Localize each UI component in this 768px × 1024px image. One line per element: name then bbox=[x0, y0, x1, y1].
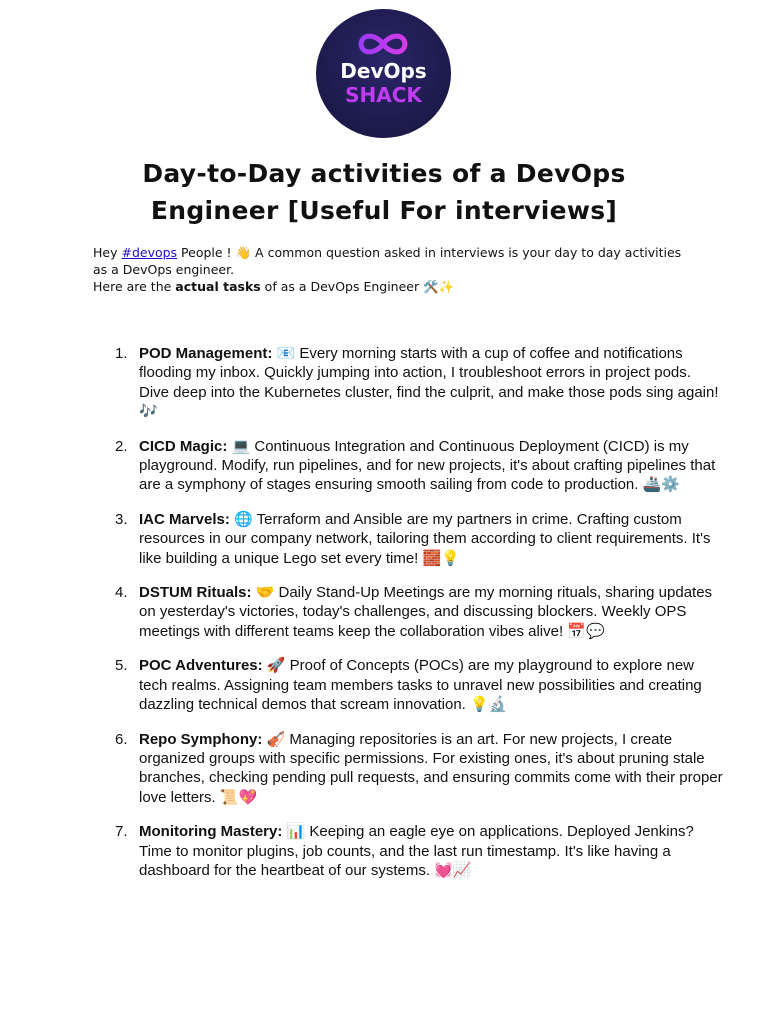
task-number: 1. bbox=[115, 345, 128, 362]
logo-text-shack: SHACK bbox=[345, 83, 422, 107]
task-item bbox=[115, 437, 725, 495]
devops-shack-logo bbox=[316, 9, 451, 138]
task-text: 💻 Continuous Integration and Continuous Deployment (CICD) is my playground. Modify, run pipelines, and for new projects, it's about crafting pipelines that are a symphony of stages ensuring smooth sailing from code to production. 🚢⚙️ bbox=[139, 437, 716, 494]
task-heading: Monitoring Mastery: bbox=[139, 823, 283, 841]
task-number: 3. bbox=[115, 510, 128, 528]
devops-hashtag-link[interactable]: #devops bbox=[121, 245, 178, 260]
infinity-icon bbox=[354, 29, 412, 59]
task-text: 📊 Keeping an eagle eye on applications. Deployed Jenkins? Time to monitor plugins, job counts, and the last run timestamp. It's like having a dashboard for the heartbeat of our systems. 💓📈 bbox=[139, 823, 694, 879]
task-text: 🤝 Daily Stand-Up Meetings are my morning rituals, sharing updates on yesterday's victories, today's challenges, and discussing blockers. Weekly OPS meetings with different teams keep the collaboration vibes alive! 📅💬 bbox=[139, 584, 713, 640]
task-item bbox=[115, 344, 725, 422]
task-heading: POD Management: bbox=[139, 345, 273, 362]
title-line-2: Engineer [Useful For interviews] bbox=[150, 196, 618, 225]
task-item bbox=[115, 656, 725, 714]
task-number: 5. bbox=[115, 657, 128, 675]
task-text: 📧 Every morning starts with a cup of coffee and notifications flooding my inbox. Quickly jumping into action, I troubleshoot errors in project pods. Dive deep into the Kubernetes cluster, find the culprit, and make those pods sing again! 🎶 bbox=[139, 345, 719, 421]
intro-line-2-post: of as a DevOps Engineer 🛠️✨ bbox=[260, 279, 455, 294]
task-heading: DSTUM Rituals: bbox=[139, 584, 252, 602]
page-title bbox=[90, 155, 678, 229]
task-item bbox=[115, 583, 725, 641]
intro-hey: Hey bbox=[93, 245, 122, 260]
task-number: 4. bbox=[115, 584, 128, 602]
task-text: 🎻 Managing repositories is an art. For new projects, I create organized groups with specific permissions. For existing ones, it's about pruning stale branches, checking pending pull requests, and ensuring commits come with their proper love letters. 📜💖 bbox=[139, 730, 723, 806]
logo-text-devops: DevOps bbox=[340, 59, 427, 83]
task-number: 6. bbox=[115, 730, 128, 748]
task-heading: IAC Marvels: bbox=[139, 510, 230, 528]
task-item bbox=[115, 730, 725, 808]
title-line-1: Day-to-Day activities of a DevOps bbox=[142, 159, 626, 188]
task-text: 🚀 Proof of Concepts (POCs) are my playground to explore new tech realms. Assigning team members tasks to unravel new possibilities and creating dazzling technical demos that scream innovation. 💡🔬 bbox=[139, 657, 702, 714]
task-heading: Repo Symphony: bbox=[139, 730, 263, 748]
task-heading: POC Adventures: bbox=[139, 657, 263, 675]
task-item bbox=[115, 510, 725, 568]
intro-line-2-pre: Here are the bbox=[93, 279, 176, 294]
task-item bbox=[115, 822, 725, 880]
tasks-list bbox=[93, 344, 725, 880]
task-heading: CICD Magic: bbox=[139, 437, 228, 455]
intro-paragraph bbox=[93, 244, 683, 295]
task-number: 2. bbox=[115, 437, 128, 455]
task-text: 🌐 Terraform and Ansible are my partners in crime. Crafting custom resources in our company network, tailoring them according to client requirements. It's like building a unique Lego set every time! 🧱💡 bbox=[139, 510, 711, 567]
task-number: 7. bbox=[115, 823, 128, 841]
intro-line-1: People ! 👋 A common question asked in interviews is your day to day activities as a DevOps engineer. bbox=[93, 245, 682, 277]
intro-actual-tasks: actual tasks bbox=[175, 279, 261, 294]
